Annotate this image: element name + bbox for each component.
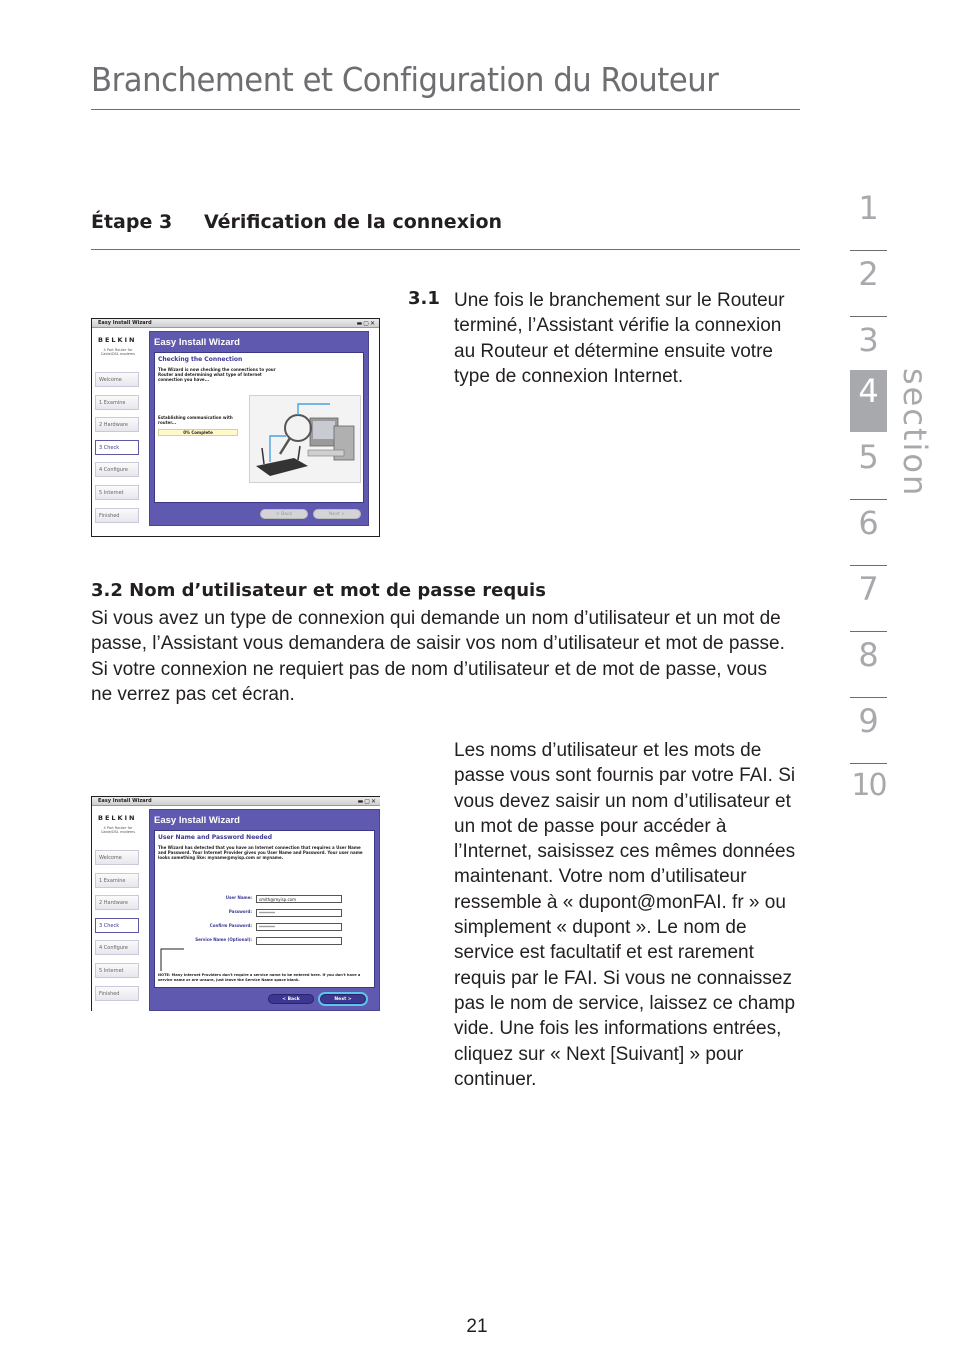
section-nav-item-5[interactable]: 5 <box>850 434 887 500</box>
section-vertical-label: section <box>896 368 934 498</box>
confirm-password-input: ******** <box>256 923 342 931</box>
brand-logo: BELKIN <box>98 336 137 344</box>
wizard-step-configure: 4 Configure <box>95 940 139 955</box>
wizard-step-welcome: Welcome <box>95 372 139 387</box>
wizard-description: The Wizard has detected that you have an Internet connection that requires a User Name and Password. Your Internet Provider gives you User Name and Password. Your user name looks something like: myname@myisp.com or myname. <box>158 845 363 860</box>
wizard-step-examine: 1 Examine <box>95 873 139 888</box>
wizard-step-internet: 5 Internet <box>95 485 139 500</box>
window-titlebar <box>92 797 380 806</box>
router-computer-illustration <box>249 395 361 483</box>
brand-subtitle: 4 Port Router for Cable/DSL modems <box>100 826 136 834</box>
page-title: Branchement et Configuration du Routeur <box>91 60 719 99</box>
section-nav-item-3[interactable]: 3 <box>858 321 879 359</box>
username-input: smith@myisp.com <box>256 895 342 903</box>
brand-subtitle: 4 Port Router for Cable/DSL modems <box>100 348 136 356</box>
confirm-password-label: Confirm Password: <box>209 923 252 928</box>
wizard-panel <box>149 331 369 526</box>
password-input: ******** <box>256 909 342 917</box>
establishing-text: Establishing communication with router... <box>158 415 233 425</box>
wizard-content <box>154 830 375 988</box>
wizard-subtitle: User Name and Password Needed <box>158 834 272 841</box>
password-label: Password: <box>228 909 252 914</box>
wizard-step-examine: 1 Examine <box>95 395 139 410</box>
step-heading <box>91 211 503 233</box>
form-row-service-name <box>165 937 377 947</box>
form-row-confirm-password <box>165 923 377 933</box>
wizard-step-finished: Finished <box>95 508 139 523</box>
username-label: User Name: <box>225 895 252 900</box>
wizard-content <box>154 352 364 503</box>
arrow-pointer-icon <box>158 943 188 973</box>
section-nav-item-2[interactable]: 2 <box>850 251 887 317</box>
wizard-description: The Wizard is now checking the connections to your Router and determining what type of Internet connection you have... <box>158 367 276 382</box>
subsection-text-3-2-continued: Les noms d’utilisateur et les mots de passe vous sont fournis par votre FAI. Si vous devez saisir un nom d’utilisateur et un mot de passe pour accéder à l’Internet, saisissez ces mêmes données maintenant. Votre nom d’utilisateur ressemble à « dupont@monFAI. fr » ou simplement « dupont ». Le nom de service est facultatif et est rarement requis par le FAI. Si vous ne connaissez pas le nom de service, laissez ce champ vide. Une fois les informations entrées, cliquez sur « Next [Suivant] » pour continuer. <box>454 740 796 1090</box>
subsection-number-3-1: 3.1 <box>408 288 440 309</box>
section-nav-item-6[interactable]: 6 <box>850 500 887 566</box>
page-number: 21 <box>466 1316 488 1337</box>
window-controls-icon: ▬▢✕ <box>357 798 377 805</box>
form-row-password <box>165 909 377 919</box>
next-button: Next > <box>320 994 366 1004</box>
wizard-step-hardware: 2 Hardware <box>95 417 139 432</box>
wizard-subtitle: Checking the Connection <box>158 356 243 363</box>
wizard-step-configure: 4 Configure <box>95 462 139 477</box>
wizard-step-hardware: 2 Hardware <box>95 895 139 910</box>
wizard-step-check: 3 Check <box>95 440 139 455</box>
wizard-step-internet: 5 Internet <box>95 963 139 978</box>
window-title: Easy Install Wizard <box>98 798 152 804</box>
subsection-text-3-2: Si vous avez un type de connexion qui demande un nom d’utilisateur et un mot de passe, l’Assistant vous demandera de saisir vos nom d’utilisateur et mot de passe. Si votre connexion ne requiert pas de nom d’utilisateur et de mot de passe, vous ne verrez pas cet écran. <box>91 608 785 705</box>
wizard-screenshot-username-password <box>91 796 380 1011</box>
brand-logo: BELKIN <box>98 814 137 822</box>
section-nav-item-10[interactable]: 10 <box>851 768 886 803</box>
wizard-step-welcome: Welcome <box>95 850 139 865</box>
form-row-username <box>165 895 377 905</box>
back-button: < Back <box>260 509 308 519</box>
wizard-title: Easy Install Wizard <box>154 337 240 348</box>
wizard-panel <box>149 809 380 1011</box>
back-button: < Back <box>268 994 314 1004</box>
section-nav-item-4[interactable]: 4 <box>850 370 887 432</box>
section-nav-item-9[interactable]: 9 <box>850 698 887 764</box>
window-titlebar <box>92 319 379 328</box>
wizard-step-check: 3 Check <box>95 918 139 933</box>
step-divider <box>91 249 800 250</box>
window-title: Easy Install Wizard <box>98 320 152 326</box>
wizard-screenshot-checking <box>91 318 380 537</box>
service-name-label: Service Name (Optional): <box>195 937 252 942</box>
wizard-title: Easy Install Wizard <box>154 815 240 826</box>
step-label: Étape 3 <box>91 211 173 233</box>
section-nav-item-7[interactable]: 7 <box>850 566 887 632</box>
window-controls-icon: ▬▢✕ <box>356 320 376 327</box>
wizard-step-finished: Finished <box>95 986 139 1001</box>
step-title: Vérification de la connexion <box>204 211 503 233</box>
wizard-note: NOTE: Many Internet Providers don't require a service name to be entered here. If you don't have a service name or are unsure, just leave the Service Name space blank. <box>158 973 361 982</box>
wizard-sidebar <box>92 329 144 536</box>
subsection-heading-3-2: 3.2 Nom d’utilisateur et mot de passe requis <box>91 580 546 601</box>
subsection-text-3-1: Une fois le branchement sur le Routeur terminé, l’Assistant vérifie la connexion au Routeur et détermine ensuite votre type de connexion Internet. <box>454 290 785 387</box>
progress-bar: 0% Complete <box>158 429 238 436</box>
service-name-input <box>256 937 342 945</box>
wizard-sidebar <box>92 807 144 1011</box>
section-nav-item-1[interactable]: 1 <box>850 185 887 251</box>
section-nav-item-8[interactable]: 8 <box>850 632 887 698</box>
next-button: Next > <box>313 509 361 519</box>
title-divider <box>91 109 800 110</box>
